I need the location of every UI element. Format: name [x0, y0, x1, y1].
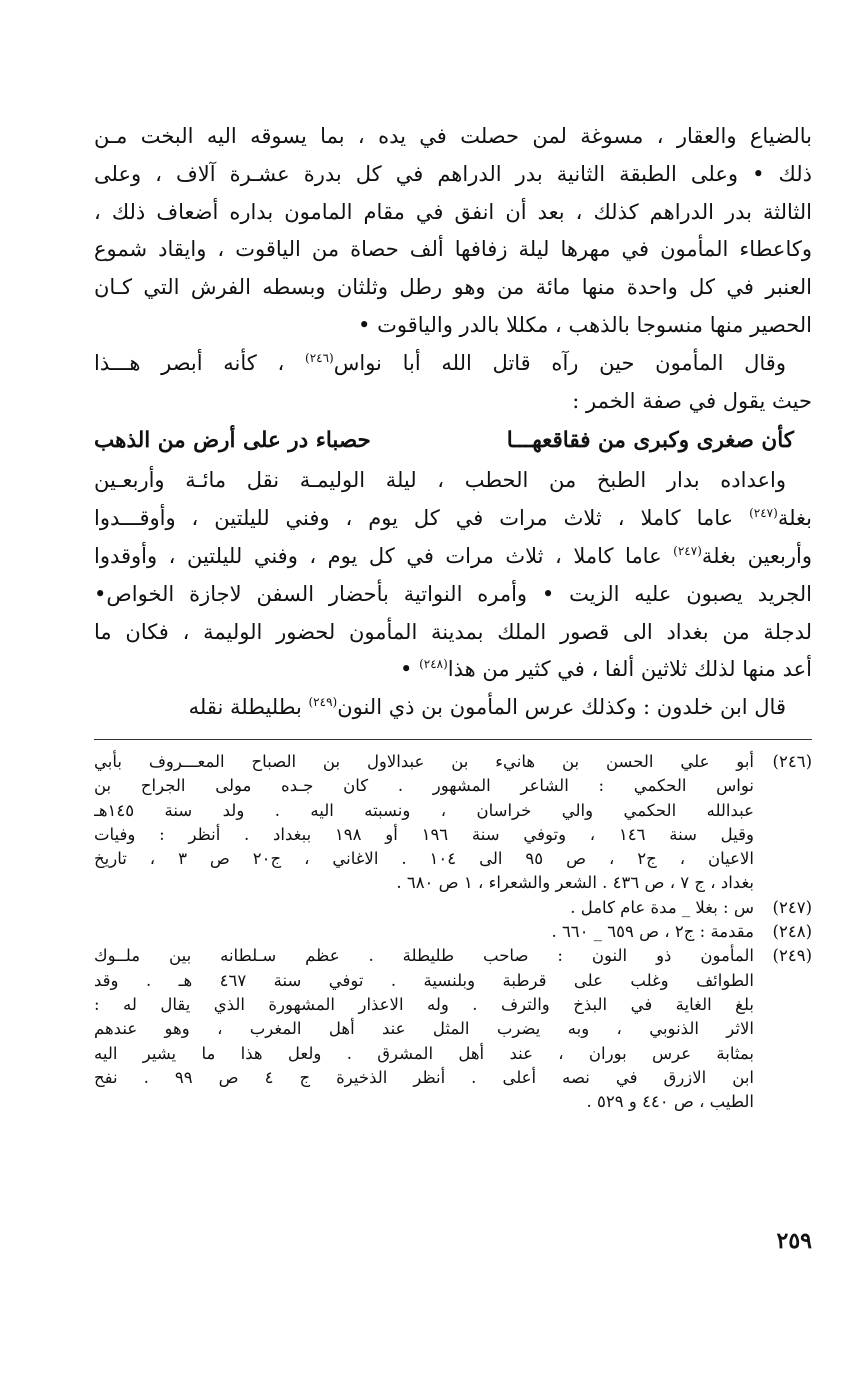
footnote-number: (٢٤٦) — [772, 751, 812, 771]
text-run: عاما كاملا ، ثلاث مرات في كل يوم ، وفني لليلتين ، وأوقـــدوا — [94, 506, 750, 531]
footnote-line: الاثر الذنوبي ، وبه يضرب المثل عند أهل المغرب ، وهو عندهم — [94, 1019, 754, 1039]
footnote-line: أبو علي الحسن بن هانيء بن عبدالاول بن الصباح المعـــروف بأبي — [94, 751, 754, 771]
body-line — [94, 500, 812, 538]
body-line — [94, 462, 812, 500]
footnote-line: وقيل سنة ١٤٦ ، وتوفي سنة ١٩٦ أو ١٩٨ ببغداد . أنظر : وفيات — [94, 824, 754, 844]
footnote — [94, 750, 812, 896]
footnote-line: الطيب ، ص ٤٤٠ و ٥٢٩ . — [586, 1092, 754, 1112]
footnote-line: بغداد ، ج ٧ ، ص ٤٣٦ . الشعر والشعراء ، ١ ص ٦٨٠ . — [396, 873, 754, 893]
footnote-text — [94, 750, 754, 896]
body-line: الحصير منها منسوجا بالذهب ، مكللا بالدر والياقوت • — [358, 312, 812, 337]
body-line: العنبر في كل واحدة منها مائة من وهو رطل وثلثان وبسطه الفرش التي كـان — [94, 275, 812, 300]
footnote-line: س : بغلا _ مدة عام كامل . — [570, 897, 754, 917]
text-run: واعداده بدار الطبخ من الحطب ، ليلة الوليمـة نقل مائـة وأربعـين — [94, 468, 786, 493]
footnote-number: (٢٤٩) — [772, 946, 812, 966]
footnote-text — [94, 944, 754, 1114]
body-line: بالضياع والعقار ، مسوغة لمن حصلت في يده ، بما يسوقه اليه البخت مـن — [94, 124, 812, 148]
body-line — [94, 689, 812, 727]
footnote — [94, 944, 812, 1114]
footnote-number: (٢٤٧) — [772, 897, 812, 917]
footnote-number: (٢٤٨) — [772, 922, 812, 942]
footnote-ref: (٢٤٩) — [308, 695, 338, 710]
footnote-line: بمثابة عرس بوران ، عند أهل المشرق . ولعل هذا ما يشير اليه — [94, 1043, 754, 1063]
footnote-ref: (٢٤٦) — [305, 350, 334, 365]
text-run: وقال المأمون حين رآه قاتل الله أبا نواس — [333, 350, 786, 375]
body-line — [94, 651, 812, 689]
footnote-line: الطوائف وغلب على قرطبة وبلنسية . توفي سنة ٤٦٧ هـ . وقد — [94, 970, 754, 990]
body-line: الثالثة بدر الدراهم كذلك ، بعد أن انفق في مقام المامون بداره أضعاف ذلك ، — [94, 199, 812, 224]
footnote-line: بلغ الغاية في البذخ والترف . وله الاعذار المشهورة الذي يقال له : — [94, 994, 754, 1014]
text-run: قال ابن خلدون : وكذلك عرس المأمون بن ذي النون — [337, 695, 786, 720]
text-run: بغلة — [777, 506, 812, 531]
text-run: • — [400, 657, 420, 682]
text-run: عاما كاملا ، ثلاث مرات في كل يوم ، وفني لليلتين ، وأوقدوا — [94, 543, 674, 568]
footnote-ref: (٢٤٧) — [673, 543, 702, 558]
footnote-line: مقدمة : ج٢ ، ص ٦٥٩ _ ٦٦٠ . — [551, 922, 754, 942]
body-line: وكاعطاء المأمون في مهرها ليلة زفافها ألف حصاة من الياقوت ، وايقاد شموع — [94, 237, 812, 262]
main-text — [94, 118, 812, 727]
text-run: أعد منها لذلك ثلاثين ألفا ، في كثير من هذا — [447, 657, 812, 682]
footnote-ref: (٢٤٧) — [749, 506, 778, 521]
footnote-line: عبدالله الحكمي والي خراسان ، ونسبته اليه . ولد سنة ١٤٥هـ — [94, 800, 754, 820]
body-line — [94, 614, 812, 652]
footnote — [94, 920, 812, 944]
text-run: وأربعين بغلة — [701, 543, 812, 568]
text-run: لدجلة من بغداد الى قصور الملك بمدينة المأمون لحضور الوليمة ، فكان ما — [94, 619, 812, 644]
footnotes — [94, 750, 812, 1114]
footnote-text — [94, 920, 754, 944]
verse-hemistich-left: حصباء در على أرض من الذهب — [94, 428, 371, 454]
body-line — [94, 345, 812, 383]
footnote — [94, 896, 812, 920]
body-line: ذلك • وعلى الطبقة الثانية بدر الدراهم في كل بدرة عشـرة آلاف ، وعلى — [94, 161, 812, 186]
book-page — [94, 118, 812, 1328]
footnote-line: ابن الازرق في نصه أعلى . أنظر الذخيرة ج ٤ ص ٩٩ . نفح — [94, 1067, 754, 1087]
text-run: الجريد يصبون عليه الزيت • وأمره النواتية بأحضار السفن لاجازة الخواص• — [94, 581, 812, 606]
footnote-line: الاعيان ، ج٢ ، ص ٩٥ الى ١٠٤ . الاغاني ، ج٢٠ ص ٣ ، تاريخ — [94, 849, 754, 869]
footnote-text — [94, 896, 754, 920]
page-number: ٢٥٩ — [776, 1228, 812, 1254]
body-line — [94, 538, 812, 576]
poem-verse — [94, 420, 812, 462]
footnote-divider — [94, 739, 812, 740]
text-run: بطليطلة نقله — [188, 695, 309, 720]
footnote-ref: (٢٤٨) — [419, 657, 448, 672]
footnote-line: نواس الحكمي : الشاعر المشهور . كان جـده مولى الجراح بن — [94, 776, 754, 796]
text-run: ، كأنه أبصر هـــذا — [94, 350, 305, 375]
verse-hemistich-right: كأن صغرى وكبرى من فقاقعهـــا — [506, 428, 794, 454]
footnote-line: المأمون ذو النون : صاحب طليطلة . عظم سـلطانه بين ملــوك — [94, 946, 754, 966]
body-line — [94, 576, 812, 614]
body-line: حيث يقول في صفة الخمر : — [572, 388, 812, 413]
